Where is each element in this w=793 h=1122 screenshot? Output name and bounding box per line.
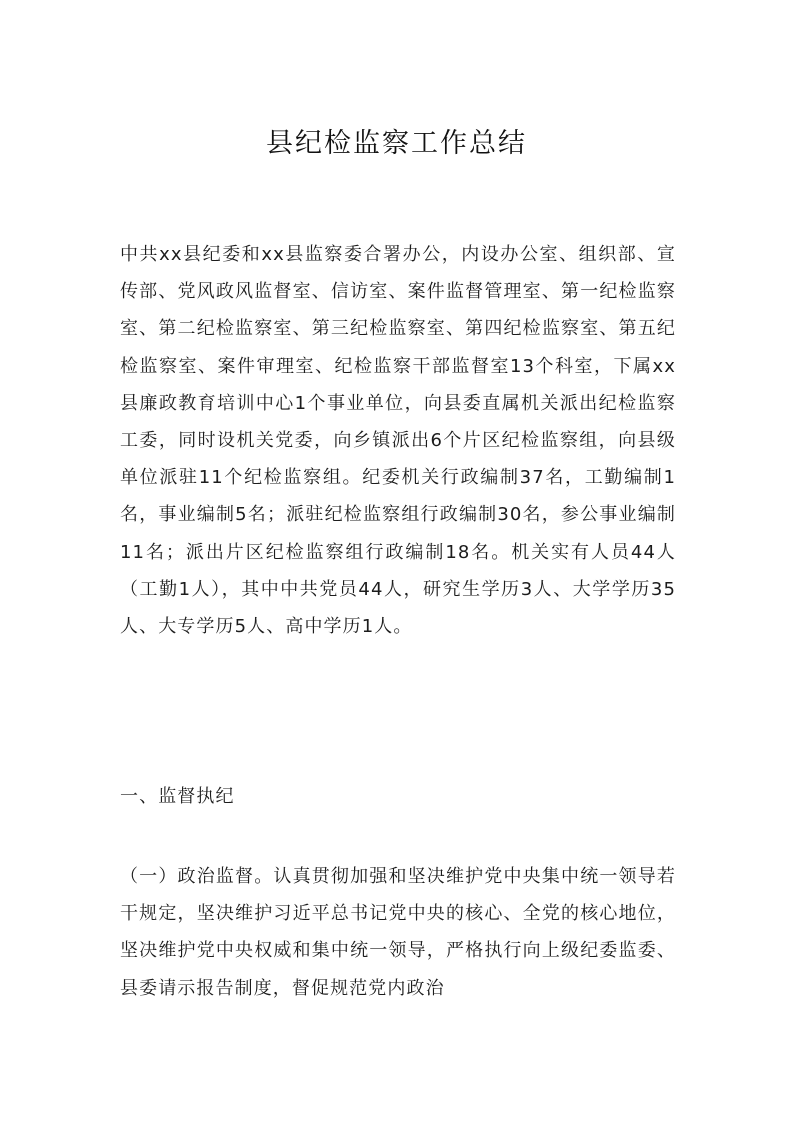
section-paragraph: （一）政治监督。认真贯彻加强和坚决维护党中央集中统一领导若干规定，坚决维护习近平总书记党中央的核心、全党的核心地位，坚决维护党中央权威和集中统一领导，严格执行向上级纪委监委、县委请示报告制度，督促规范党内政治 (120, 866, 676, 999)
intro-paragraph: 中共xx县纪委和xx县监察委合署办公，内设办公室、组织部、宣传部、党风政风监督室、信访室、案件监督管理室、第一纪检监察室、第二纪检监察室、第三纪检监察室、第四纪检监察室、第五纪检监察室、案件审理室、纪检监察干部监督室13个科室，下属xx县廉政教育培训中心1个事业单位，向县委直属机关派出纪检监察工委，同时设机关党委，向乡镇派出6个片区纪检监察组，向县级单位派驻11个纪检监察组。纪委机关行政编制37名，工勤编制1名，事业编制5名；派驻纪检监察组行政编制30名，参公事业编制11名；派出片区纪检监察组行政编制18名。机关实有人员44人（工勤1人），其中中共党员44人，研究生学历3人、大学学历35人、大专学历5人、高中学历1人。 (120, 244, 676, 638)
section-heading: 一、监督执纪 (120, 786, 235, 807)
document-title: 县纪检监察工作总结 (266, 128, 527, 159)
